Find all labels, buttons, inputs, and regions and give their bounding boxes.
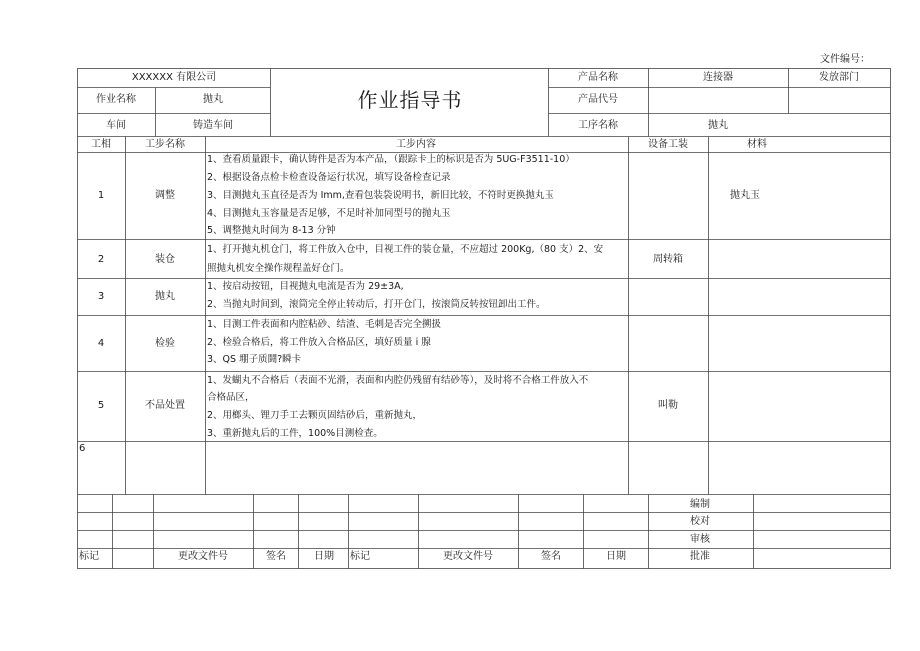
table-row-3-line-1: 1、按启动按钮，目视抛丸电流是否为 29±3A, — [207, 281, 404, 292]
work-name-value: 抛丸 — [203, 94, 223, 105]
table-row-2-equipment: 周转箱 — [653, 254, 683, 265]
table-row-2-no: 2 — [97, 254, 105, 265]
work-name-label: 作业名称 — [96, 94, 136, 105]
table-row-1-no: 1 — [97, 190, 105, 201]
footer-mark-label-2: 标记 — [350, 551, 370, 562]
footer-sign-label-1: 签名 — [266, 551, 286, 562]
table-row-4-line-3: 3、QS 堋子质鬪?瞬卡 — [207, 354, 302, 365]
col-header-content: 工步内容 — [396, 139, 436, 150]
page-title: 作业指导书 — [357, 88, 463, 112]
footer-sign-label-2: 签名 — [541, 551, 561, 562]
issue-dept-label: 发放部门 — [819, 72, 859, 83]
file-number-label: 文件编号： — [820, 54, 870, 65]
review-label: 审核 — [690, 534, 710, 545]
process-name-label: 工序名称 — [578, 120, 618, 131]
workshop-label: 车间 — [106, 120, 126, 131]
table-row-5-equipment: 叫勒 — [658, 400, 678, 411]
product-name-label: 产品名称 — [578, 72, 618, 83]
table-row-4-line-1: 1、目测工件表面和内腔粘砂、结渣、毛刺是否完全搠扱 — [207, 319, 442, 330]
footer-change-doc-label-1: 更改文件号 — [178, 551, 228, 562]
process-name-value: 抛丸 — [708, 120, 728, 131]
table-row-3-name: 抛丸 — [155, 291, 175, 302]
workshop-value: 铸造车间 — [193, 120, 233, 131]
table-row-1-name: 调整 — [155, 190, 175, 201]
table-row-2-line-2: 照抛丸机安全操作规程盖好仓门。 — [207, 263, 350, 274]
table-row-5-no: 5 — [97, 400, 105, 411]
table-row-5-name: 不品处置 — [145, 400, 185, 411]
table-row-6-no: 6 — [79, 443, 86, 454]
footer-mark-label-1: 标记 — [79, 551, 99, 562]
company-name: XXXXXX 有限公司 — [131, 72, 217, 83]
product-code-label: 产品代号 — [578, 94, 618, 105]
table-row-1-line-2: 2、根据设备点检卡检查设备运行状况，填写设备检查记录 — [207, 172, 451, 183]
table-row-4-name: 检验 — [155, 338, 175, 349]
col-header-equipment: 设备工装 — [648, 139, 688, 150]
footer-date-label-1: 日期 — [314, 551, 334, 562]
table-row-5-line-3: 2、用榔头、锂刀手工去颗页固结砂后，重新抛丸， — [207, 410, 423, 421]
table-row-1-line-1: 1、查看质量跟卡，确认铸件是否为本产品，（跟踪卡上的标识是否为 5UG-F3511-10） — [207, 154, 575, 165]
compiled-label: 编制 — [690, 499, 710, 510]
product-name-value: 连接器 — [703, 72, 733, 83]
approve-label: 批准 — [690, 551, 710, 562]
table-row-4-no: 4 — [97, 338, 105, 349]
proofread-label: 校对 — [690, 516, 710, 527]
table-row-5-line-4: 3、重新抛丸后的工件，100%目测检查。 — [207, 428, 383, 439]
table-row-1-material: 抛丸玉 — [730, 190, 760, 201]
table-row-4-line-2: 2、检验合格后，将工件放入合格品区，填好质量 i 腺 — [207, 337, 431, 348]
table-row-5-line-1: 1、发蝴丸不合格后（表面不光滑，表面和内腔仍残留有结砂等），及时将不合格工件放入不 — [207, 375, 589, 386]
table-row-1-line-4: 4、目测抛丸玉容量是否足够，不足时补加同型号的抛丸玉 — [207, 208, 451, 219]
table-row-3-line-2: 2、当抛丸时间到，滚筒完全停止转动后，打开仓门，按滚筒反转按钮卸出工件。 — [207, 299, 546, 310]
col-header-material: 材料 — [747, 139, 767, 150]
table-row-2-line-1: 1、打开抛丸机仓门，将工件放入仓中，目视工件的装仓量，不应超过 200Kg,（80 支）2、安 — [207, 244, 604, 255]
table-row-1-line-3: 3、目测抛丸玉直径是否为 Imm,查看包装袋说明书，新旧比较，不符时更换抛丸玉 — [207, 190, 554, 201]
table-row-5-line-2: 合格品区， — [207, 392, 255, 403]
footer-date-label-2: 日期 — [606, 551, 626, 562]
table-row-3-no: 3 — [97, 291, 105, 302]
col-header-step-no: 工相 — [91, 139, 111, 150]
table-row-2-name: 装仓 — [155, 254, 175, 265]
table-row-1-line-5: 5、调整抛丸时间为 8-13 分钟 — [207, 225, 336, 236]
footer-change-doc-label-2: 更改文件号 — [443, 551, 493, 562]
col-header-step-name: 工步名称 — [145, 139, 185, 150]
